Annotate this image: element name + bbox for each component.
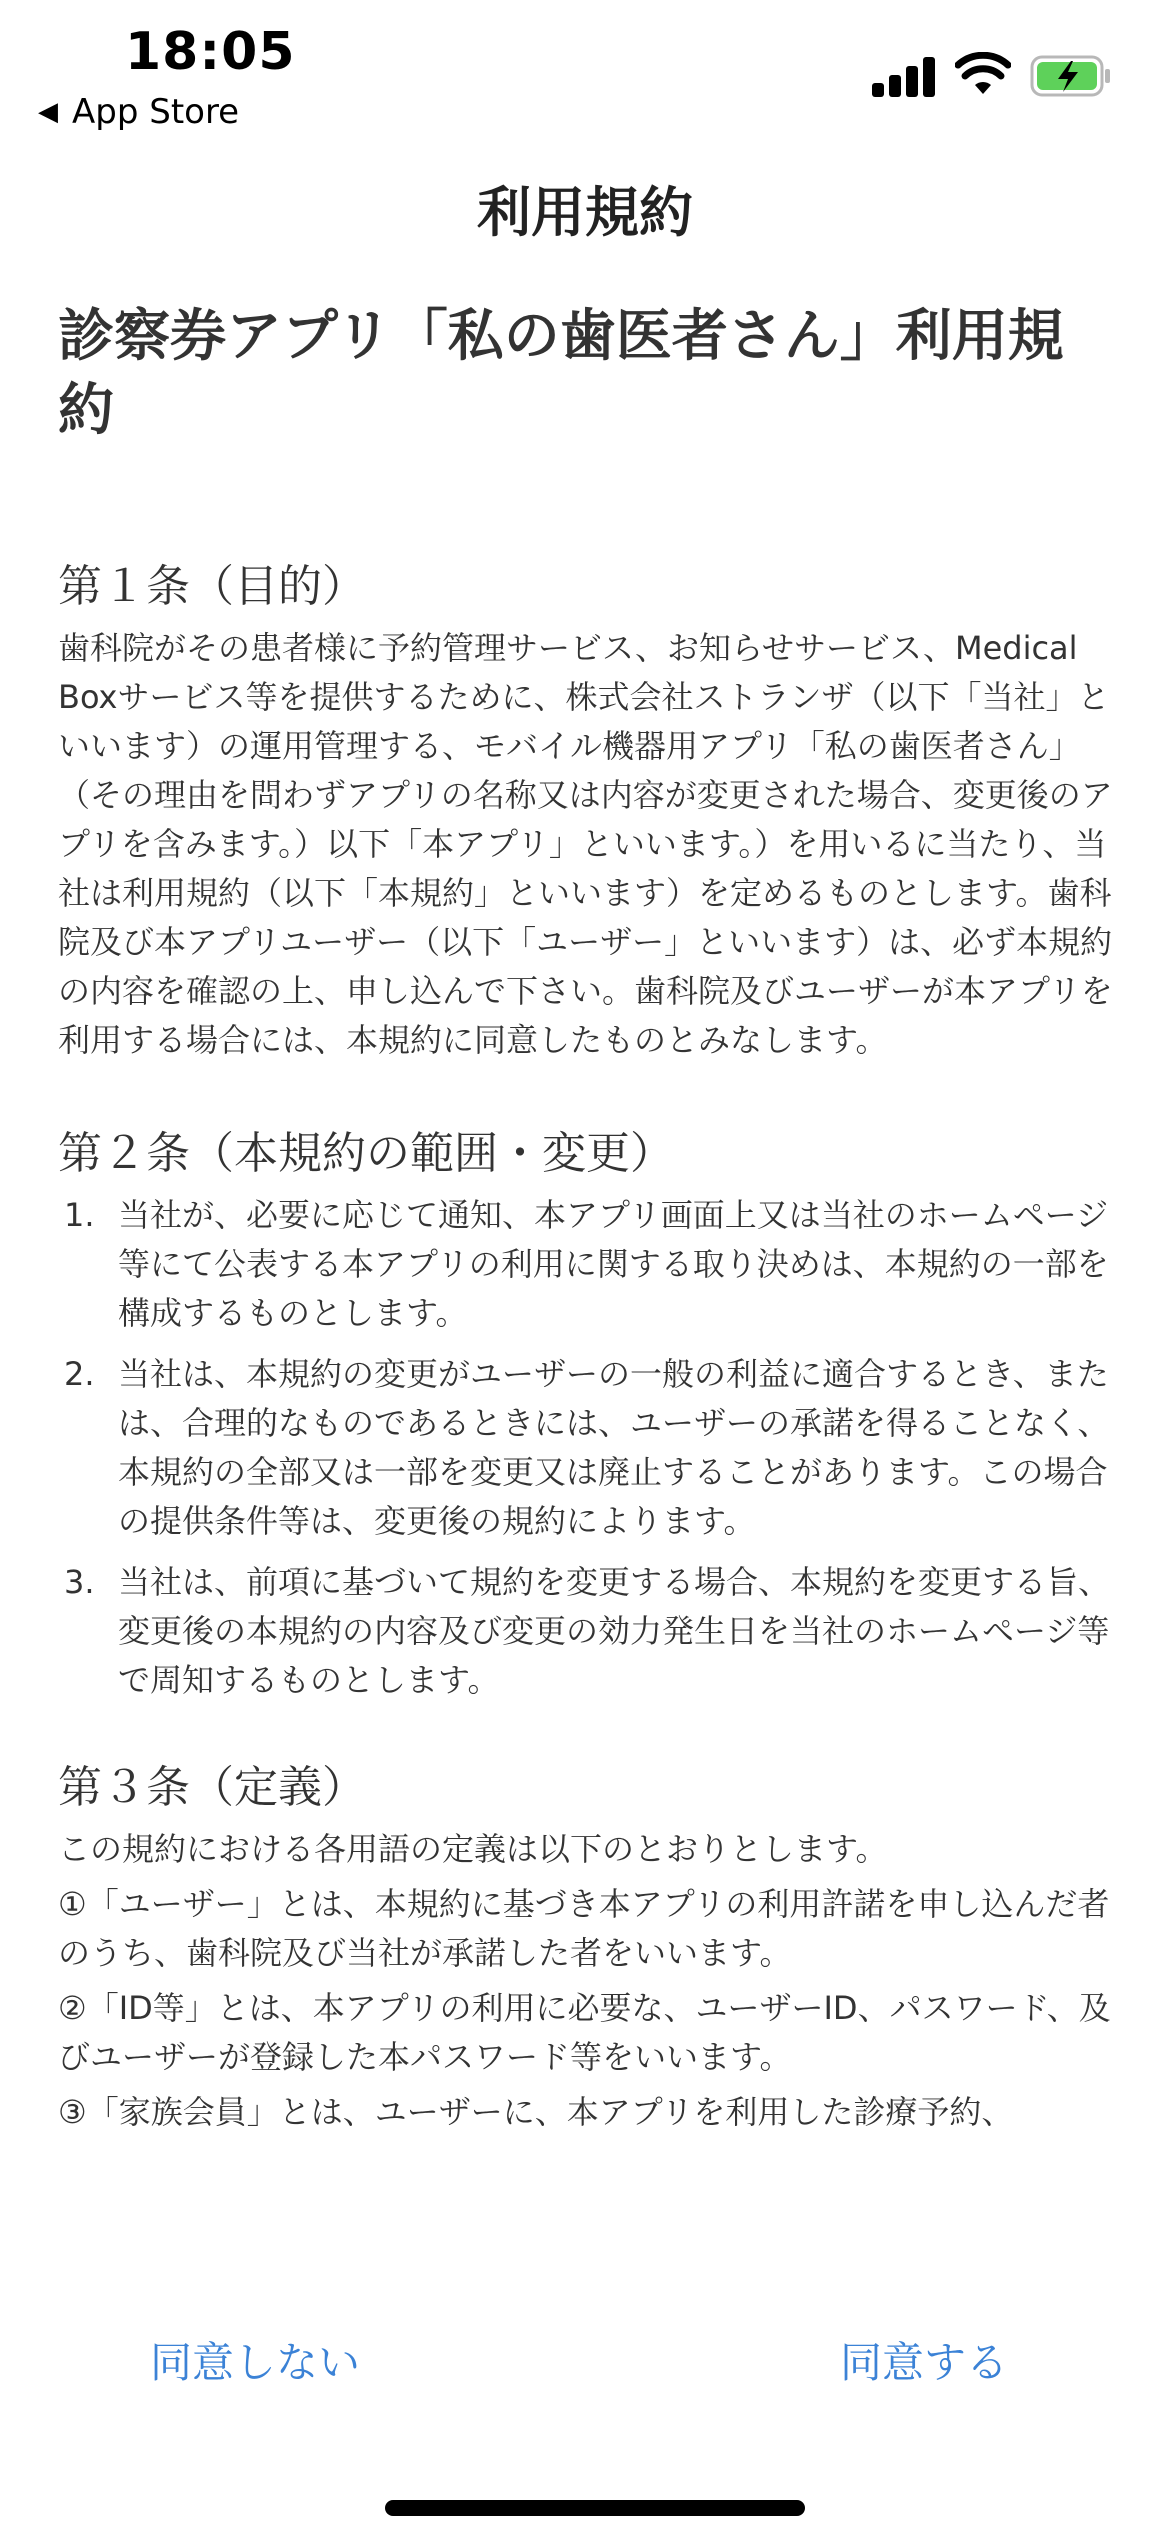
article-1-body: 歯科院がその患者様に予約管理サービス、お知らせサービス、Medical Boxサービス等を提供するために、株式会社ストランザ（以下「当社」といいます）の運用管理する、モバイル機器用アプリ「私の歯医者さん」（その理由を問わずアプリの名称又は内容が変更された場合、変更後のアプリを含みます。）以下「本アプリ」といいます。）を用いるに当たり、当社は利用規約（以下「本規約」といいます）を定めるものとします。歯科院及び本アプリユーザー（以下「ユーザー」といいます）は、必ず本規約の内容を確認の上、申し込んで下さい。歯科院及びユーザーが本アプリを利用する場合には、本規約に同意したものとみなします。 <box>58 629 1113 1059</box>
list-item-text: 当社は、本規約の変更がユーザーの一般の利益に適合するとき、または、合理的なものであるときには、ユーザーの承諾を得ることなく、本規約の全部又は一部を変更又は廃止することがあります。この場合の提供条件等は、変更後の規約によります。 <box>118 1355 1110 1540</box>
list-item-number: 1. <box>64 1196 95 1234</box>
definition-item: ②「ID等」とは、本アプリの利用に必要な、ユーザーID、パスワード、及びユーザーが登録した本パスワード等をいいます。 <box>58 1989 1111 2076</box>
list-item <box>58 1350 1118 1546</box>
battery-charging-icon <box>1030 55 1112 97</box>
back-arrow-icon: ◀ <box>38 97 58 127</box>
agree-button[interactable]: 同意する <box>840 2330 1008 2390</box>
definition-item: ③「家族会員」とは、ユーザーに、本アプリを利用した診療予約、 <box>58 2093 1014 2131</box>
list-item-number: 3. <box>64 1563 95 1601</box>
back-to-app-store[interactable] <box>38 92 239 132</box>
list-item-text: 当社が、必要に応じて通知、本アプリ画面上又は当社のホームページ等にて公表する本アプリの利用に関する取り決めは、本規約の一部を構成するものとします。 <box>118 1196 1109 1332</box>
page-title: 利用規約 <box>477 181 693 244</box>
cellular-signal-icon <box>872 55 936 97</box>
wifi-icon <box>955 52 1011 96</box>
list-item <box>58 1191 1118 1338</box>
home-indicator[interactable] <box>385 2500 805 2516</box>
article-3-intro: この規約における各用語の定義は以下のとおりとします。 <box>58 1830 888 1868</box>
status-bar <box>0 0 1170 150</box>
article-2-heading: 第２条（本規約の範囲・変更） <box>58 1128 674 1179</box>
article-3-heading: 第３条（定義） <box>58 1762 366 1813</box>
article-1-heading: 第１条（目的） <box>58 561 366 612</box>
article-2-list <box>58 1191 1118 1705</box>
definition-item: ①「ユーザー」とは、本規約に基づき本アプリの利用許諾を申し込んだ者のうち、歯科院及び当社が承諾した者をいいます。 <box>58 1885 1110 1972</box>
disagree-button[interactable]: 同意しない <box>150 2330 360 2390</box>
terms-content[interactable] <box>58 300 1118 2205</box>
list-item-number: 2. <box>64 1355 95 1393</box>
list-item-text: 当社は、前項に基づいて規約を変更する場合、本規約を変更する旨、変更後の本規約の内容及び変更の効力発生日を当社のホームページ等で周知するものとします。 <box>118 1563 1111 1699</box>
document-title: 診察券アプリ「私の歯医者さん」利用規約 <box>58 304 1064 443</box>
list-item <box>58 1558 1118 1705</box>
status-time: 18:05 <box>125 22 296 82</box>
back-app-label: App Store <box>72 92 240 132</box>
